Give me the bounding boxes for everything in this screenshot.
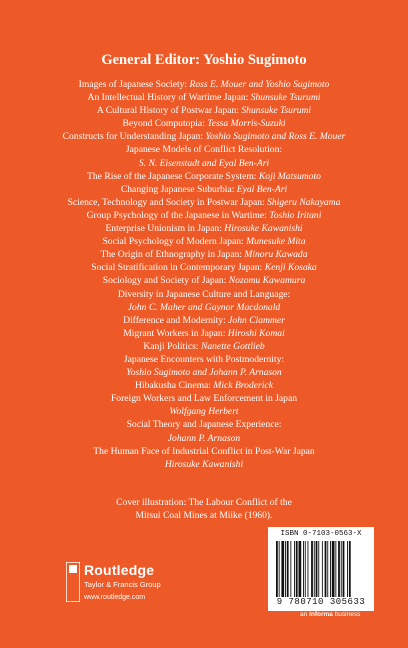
publisher-url: www.routledge.com: [84, 594, 146, 601]
isbn-text: ISBN 0-7103-0563-X: [280, 530, 362, 538]
series-item-title: Japanese Encounters with Postmodernity:: [123, 353, 285, 365]
series-item-title: Migrant Workers in Japan:: [123, 327, 228, 339]
series-item: [60, 445, 348, 471]
series-item: [60, 78, 348, 91]
series-item: [60, 418, 348, 444]
series-item: [60, 314, 348, 327]
cover-illustration-credit: [60, 497, 348, 522]
informa-suffix: business: [332, 611, 361, 618]
barcode-bar: [311, 541, 313, 597]
series-item: [60, 170, 348, 183]
series-item: [60, 288, 348, 314]
series-item-title: The Rise of the Japanese Corporate System:: [87, 170, 259, 182]
series-item-author: Wolfgang Herbert: [169, 406, 239, 418]
series-item: [60, 379, 348, 392]
series-item-title: Enterprise Unionism in Japan:: [105, 223, 225, 235]
series-item-author: Yoshio Sugimoto and Johann P. Arnason: [126, 367, 282, 379]
barcode-bar: [322, 541, 323, 597]
barcode-bars: [276, 541, 368, 597]
cover-credit-line-2: Mitsui Coal Mines at Miike (1960).: [135, 509, 273, 521]
series-item: [60, 143, 348, 169]
series-item-author: Johann P. Arnason: [167, 432, 241, 444]
series-item-title: A Cultural History of Postwar Japan:: [96, 105, 242, 117]
barcode-bar: [314, 541, 315, 597]
series-item: [60, 392, 348, 418]
barcode-bar: [281, 541, 284, 597]
routledge-mark-icon: [66, 562, 80, 602]
series-item-author: John C. Maher and Gaynor Macdonald: [127, 301, 281, 313]
series-item-author: Mick Broderick: [213, 380, 273, 392]
barcode-bar: [308, 541, 309, 597]
publisher-group: Taylor & Francis Group: [84, 580, 161, 589]
series-item-author: Hiroshi Komai: [227, 327, 285, 339]
series-item: [60, 248, 348, 261]
series-item-title: Social Stratification in Contemporary Japan:: [91, 262, 265, 274]
barcode-bar: [276, 541, 278, 597]
barcode-bar: [299, 541, 302, 597]
series-item-title: Sociology and Society of Japan:: [102, 275, 229, 287]
barcode-bar: [290, 541, 291, 597]
series-item: [60, 130, 348, 143]
routledge-logo: [66, 560, 226, 606]
series-item-title: Foreign Workers and Law Enforcement in Japan: [110, 393, 298, 405]
informa-name: informa: [309, 611, 333, 618]
barcode-bar: [285, 541, 286, 597]
series-item-title: An Intellectual History of Wartime Japan:: [87, 92, 251, 104]
series-item-author: Eyal Ben-Ari: [236, 183, 288, 195]
barcode-bar: [335, 541, 336, 597]
series-item-author: Yoshio Sugimoto and Ross E. Mouer: [205, 131, 346, 143]
series-item: [60, 91, 348, 104]
series-item-author: S. N. Eisenstadt and Eyal Ben-Ari: [138, 157, 270, 169]
barcode-bar: [343, 541, 345, 597]
series-item-title: Social Theory and Japanese Experience:: [126, 419, 282, 431]
series-item-author: John Clammer: [228, 314, 285, 326]
series-item-author: Toshio Iritani: [269, 209, 322, 221]
series-item: [60, 261, 348, 274]
series-item-author: Koji Matsumoto: [258, 170, 321, 182]
series-item-author: Munesuke Mita: [246, 236, 306, 248]
general-editor-heading: General Editor: Yoshio Sugimoto: [101, 52, 307, 68]
series-item-title: Hibakusha Cinema:: [135, 380, 214, 392]
series-item-title: Difference and Modernity:: [123, 314, 229, 326]
series-item-title: The Origin of Ethnography in Japan:: [100, 249, 245, 261]
series-item-title: Beyond Computopia:: [122, 118, 208, 130]
series-item: [60, 117, 348, 130]
series-item: [60, 327, 348, 340]
series-item-title: Constructs for Understanding Japan:: [62, 131, 206, 143]
barcode-bar: [303, 541, 304, 597]
series-item-title: Diversity in Japanese Culture and Language:: [117, 288, 291, 300]
publisher-name: Routledge: [84, 562, 155, 578]
barcode-bar: [325, 541, 327, 597]
series-item-author: Shunsuke Tsurumi: [250, 92, 321, 104]
barcode-bar: [347, 541, 348, 597]
barcode-bar: [341, 541, 342, 597]
barcode-bar: [332, 541, 335, 597]
series-item-title: Images of Japanese Society:: [78, 79, 190, 90]
series-item-title: Science, Technology and Society in Postwar Japan:: [67, 196, 268, 208]
series-item-title: Japanese Models of Conflict Resolution:: [125, 144, 283, 156]
series-item-title: Changing Japanese Suburbia:: [120, 183, 237, 195]
series-item: [60, 183, 348, 196]
series-item-author: Ross E. Mouer and Yoshio Sugimoto: [189, 79, 330, 90]
barcode-bar: [279, 541, 280, 597]
series-item: [60, 353, 348, 379]
series-title-list: [60, 78, 348, 471]
series-item-author: Minoru Kawada: [244, 249, 308, 261]
barcode-bar: [327, 541, 328, 597]
barcode-bar: [316, 541, 318, 597]
series-item-author: Hirosuke Kawanishi: [224, 223, 303, 235]
barcode-bar: [294, 541, 295, 597]
series-item: [60, 222, 348, 235]
barcode-bar: [305, 541, 306, 597]
barcode-number: 9 780710 305633: [276, 597, 366, 607]
series-item-title: Kanji Politics:: [143, 340, 201, 352]
series-item-author: Kenji Kosaka: [264, 262, 317, 274]
series-item: [60, 340, 348, 353]
series-item: [60, 235, 348, 248]
series-item-author: Shigeru Nakayama: [267, 196, 341, 208]
series-item-title: Social Psychology of Modern Japan:: [102, 236, 247, 248]
series-item-author: Nanette Gottlieb: [200, 340, 265, 352]
barcode-bar: [296, 541, 298, 597]
series-item: [60, 196, 348, 209]
barcode-bar: [318, 541, 319, 597]
series-item: [60, 209, 348, 222]
series-item-author: Nozomu Kawamura: [228, 275, 306, 287]
barcode-bar: [349, 541, 351, 597]
series-item: [60, 274, 348, 287]
barcode-bar: [338, 541, 340, 597]
informa-prefix: an: [300, 611, 310, 618]
series-item-author: Shunsuke Tsurumi: [241, 105, 312, 117]
barcode-bar: [287, 541, 289, 597]
barcode: [268, 527, 374, 611]
series-item-title: The Human Face of Industrial Conflict in Post-War Japan: [93, 445, 315, 457]
series-item-author: Tessa Morris-Suzuki: [207, 118, 286, 130]
series-item-author: Hirosuke Kawanishi: [164, 458, 244, 470]
barcode-bar: [330, 541, 331, 597]
informa-business-tag: [300, 611, 380, 618]
series-item-title: Group Psychology of the Japanese in Wartime:: [86, 209, 270, 221]
series-item: [60, 104, 348, 117]
cover-credit-line-1: Cover illustration: The Labour Conflict of the: [116, 497, 292, 508]
